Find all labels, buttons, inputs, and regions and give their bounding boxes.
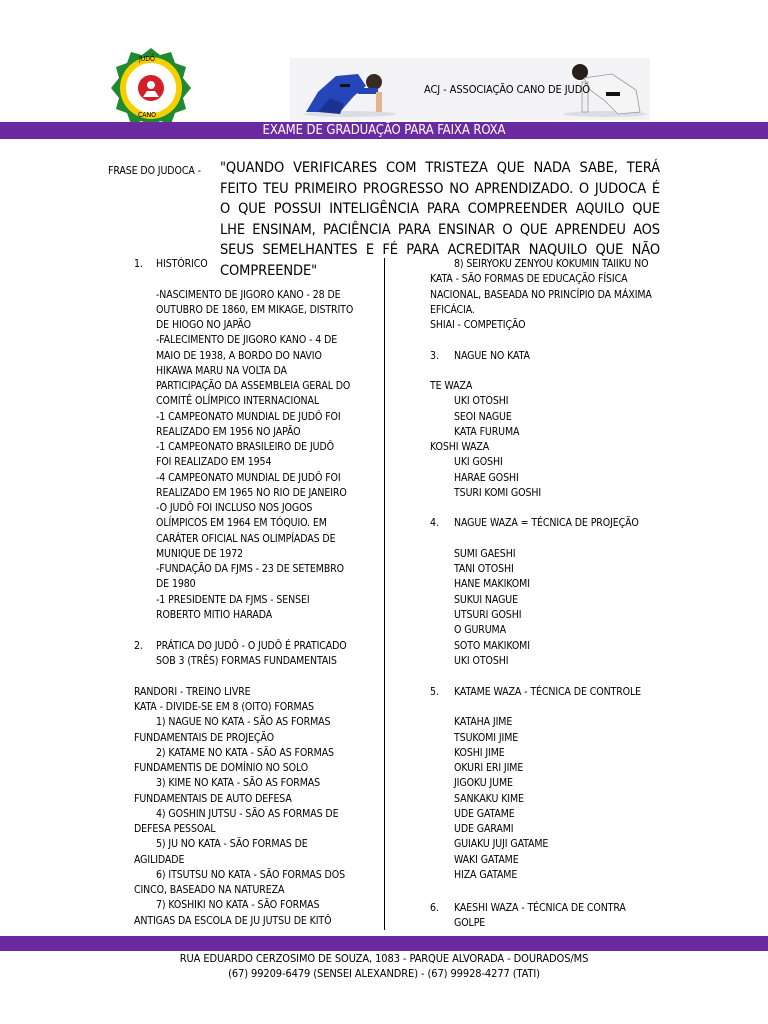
- technique-item: HANE MAKIKOMI: [454, 578, 530, 590]
- section-number: 4.: [430, 517, 439, 529]
- footer-bar: [0, 936, 768, 951]
- text-line: -1 CAMPEONATO MUNDIAL DE JUDÔ FOI: [156, 411, 341, 423]
- section-number: 2.: [134, 640, 143, 652]
- text-line: KATA - DIVIDE-SE EM 8 (OITO) FORMAS: [134, 701, 314, 713]
- technique-item: JIGOKU JUME: [454, 777, 513, 789]
- text-line: FUNDAMENTAIS DE PROJEÇÃO: [134, 732, 274, 744]
- text-line: DE HIOGO NO JAPÃO: [156, 319, 251, 331]
- text-line: -FALECIMENTO DE JIGORO KANO - 4 DE: [156, 334, 338, 346]
- text-line: EFICÁCIA.: [430, 304, 475, 316]
- logo-text-top: JUDÔ: [139, 55, 155, 63]
- section-heading: PRÁTICA DO JUDÔ - O JUDÔ É PRATICADO: [156, 640, 347, 652]
- text-line: CINCO, BASEADO NA NATUREZA: [134, 884, 285, 896]
- text-line: REALIZADO EM 1965 NO RIO DE JANEIRO: [156, 487, 347, 499]
- technique-item: KATAHA JIME: [454, 716, 513, 728]
- text-line: SHIAI - COMPETIÇÃO: [430, 319, 526, 331]
- text-line: COMITÊ OLÍMPICO INTERNACIONAL: [156, 395, 320, 407]
- technique-item: GUIAKU JUJI GATAME: [454, 838, 549, 850]
- text-line: PARTICIPAÇÃO DA ASSEMBLEIA GERAL DO: [156, 380, 351, 392]
- section-number: 3.: [430, 350, 439, 362]
- technique-item: OKURI ERI JIME: [454, 762, 524, 774]
- section-number: 5.: [430, 686, 439, 698]
- text-line: MAIO DE 1938, A BORDO DO NAVIO: [156, 350, 322, 362]
- footer-address: RUA EDUARDO CERZOSIMO DE SOUZA, 1083 - PARQUE ALVORADA - DOURADOS/MS: [179, 952, 589, 965]
- technique-item: UKI OTOSHI: [454, 395, 509, 407]
- text-line: ANTIGAS DA ESCOLA DE JU JUTSU DE KITÔ: [134, 915, 332, 927]
- text-line: CARÁTER OFICIAL NAS OLIMPÍADAS DE: [156, 533, 336, 545]
- text-line: MUNIQUE DE 1972: [156, 548, 244, 560]
- technique-item: SUKUI NAGUE: [454, 594, 518, 606]
- text-line: -4 CAMPEONATO MUNDIAL DE JUDÔ FOI: [156, 472, 341, 484]
- technique-item: WAKI GATAME: [454, 854, 519, 866]
- text-line: -NASCIMENTO DE JIGORO KANO - 28 DE: [156, 289, 341, 301]
- logo-text-bottom: CANO: [138, 111, 156, 119]
- section-heading: KATAME WAZA - TÉCNICA DE CONTROLE: [454, 686, 642, 698]
- text-line: FUNDAMENTIS DE DOMÍNIO NO SOLO: [134, 762, 309, 774]
- technique-item: UKI GOSHI: [454, 456, 503, 468]
- technique-item: HARAE GOSHI: [454, 472, 519, 484]
- technique-item: KATA FURUMA: [454, 426, 520, 438]
- section-heading: NAGUE NO KATA: [454, 350, 530, 362]
- text-line: REALIZADO EM 1956 NO JAPÃO: [156, 426, 301, 438]
- technique-item: TSURI KOMI GOSHI: [454, 487, 542, 499]
- technique-item: UKI OTOSHI: [454, 655, 509, 667]
- technique-item: HIZA GATAME: [454, 869, 518, 881]
- text-line: FOI REALIZADO EM 1954: [156, 456, 272, 468]
- text-line: OLÍMPICOS EM 1964 EM TÓQUIO. EM: [156, 517, 327, 529]
- section-number: 1.: [134, 258, 143, 270]
- section-heading: KAESHI WAZA - TÉCNICA DE CONTRA: [454, 902, 626, 914]
- technique-item: KOSHI JIME: [454, 747, 505, 759]
- section-number: 6.: [430, 902, 439, 914]
- association-name: ACJ - ASSOCIAÇÃO CANO DE JUDÔ: [424, 83, 590, 96]
- text-line: NACIONAL, BASEADA NO PRINCÍPIO DA MÁXIMA: [430, 289, 652, 301]
- text-line: DE 1980: [156, 578, 196, 590]
- text-line: DEFESA PESSOAL: [134, 823, 216, 835]
- text-line: HIKAWA MARU NA VOLTA DA: [156, 365, 287, 377]
- text-line: 2) KATAME NO KATA - SÃO AS FORMAS: [156, 747, 334, 759]
- section-heading: HISTÓRICO: [156, 258, 208, 270]
- text-line: SOB 3 (TRÊS) FORMAS FUNDAMENTAIS: [156, 655, 337, 667]
- technique-item: UDE GARAMI: [454, 823, 514, 835]
- text-line: -1 CAMPEONATO BRASILEIRO DE JUDÔ: [156, 441, 334, 453]
- technique-item: TSUKOMI JIME: [454, 732, 519, 744]
- text-line: 8) SEIRYOKU ZENYOU KOKUMIN TAIIKU NO: [454, 258, 649, 270]
- exam-title: EXAME DE GRADUAÇÃO PARA FAIXA ROXA: [262, 123, 506, 138]
- text-line: OUTUBRO DE 1860, EM MIKAGE, DISTRITO: [156, 304, 354, 316]
- text-line: TE WAZA: [430, 380, 473, 392]
- technique-item: SUMI GAESHI: [454, 548, 516, 560]
- judoka-bowing-blue-image: [300, 62, 400, 118]
- technique-item: O GURUMA: [454, 624, 506, 636]
- footer-phones: (67) 99209-6479 (SENSEI ALEXANDRE) - (67) 99928-4277 (TATI): [228, 967, 540, 980]
- text-line: FUNDAMENTAIS DE AUTO DEFESA: [134, 793, 292, 805]
- quote-text: "QUANDO VERIFICARES COM TRISTEZA QUE NADA SABE, TERÁ FEITO TEU PRIMEIRO PROGRESSO NO APRENDIZADO. O JUDOCA É O QUE POSSUI INTELIGÊNCIA PARA COMPREENDER AQUILO QUE LHE ENSINAM, PACIÊNCIA PARA ENSINAR O QUE APRENDEU AOS SEUS SEMELHANTES E FÉ PARA ACREDITAR NAQUILO QUE NÃO COMPREENDE": [220, 160, 660, 279]
- text-line: -1 PRESIDENTE DA FJMS - SENSEI: [156, 594, 310, 606]
- quote-label: FRASE DO JUDOCA -: [108, 165, 201, 177]
- technique-item: SEOI NAGUE: [454, 411, 512, 423]
- text-line: 1) NAGUE NO KATA - SÃO AS FORMAS: [156, 716, 331, 728]
- technique-item: SANKAKU KIME: [454, 793, 524, 805]
- text-line: KATA - SÃO FORMAS DE EDUCAÇÃO FÍSICA: [430, 273, 628, 285]
- technique-item: TANI OTOSHI: [454, 563, 514, 575]
- text-line: 6) ITSUTSU NO KATA - SÃO FORMAS DOS: [156, 869, 345, 881]
- text-line: KOSHI WAZA: [430, 441, 490, 453]
- text-line: 3) KIME NO KATA - SÃO AS FORMAS: [156, 777, 321, 789]
- text-line: 5) JU NO KATA - SÃO FORMAS DE: [156, 838, 308, 850]
- text-line: 4) GOSHIN JUTSU - SÃO AS FORMAS DE: [156, 808, 339, 820]
- technique-item: SOTO MAKIKOMI: [454, 640, 530, 652]
- text-line: -O JUDÔ FOI INCLUSO NOS JOGOS: [156, 502, 313, 514]
- technique-item: UDE GATAME: [454, 808, 515, 820]
- text-line: AGILIDADE: [134, 854, 185, 866]
- column-divider: [384, 258, 385, 930]
- text-line: RANDORI - TREINO LIVRE: [134, 686, 251, 698]
- technique-item: UTSURI GOSHI: [454, 609, 522, 621]
- section-heading: NAGUE WAZA = TÉCNICA DE PROJEÇÃO: [454, 517, 639, 529]
- text-line: 7) KOSHIKI NO KATA - SÃO FORMAS: [156, 899, 320, 911]
- text-line: GOLPE: [454, 917, 486, 929]
- text-line: ROBERTO MITIO HARADA: [156, 609, 273, 621]
- text-line: -FUNDAÇÃO DA FJMS - 23 DE SETEMBRO: [156, 563, 345, 575]
